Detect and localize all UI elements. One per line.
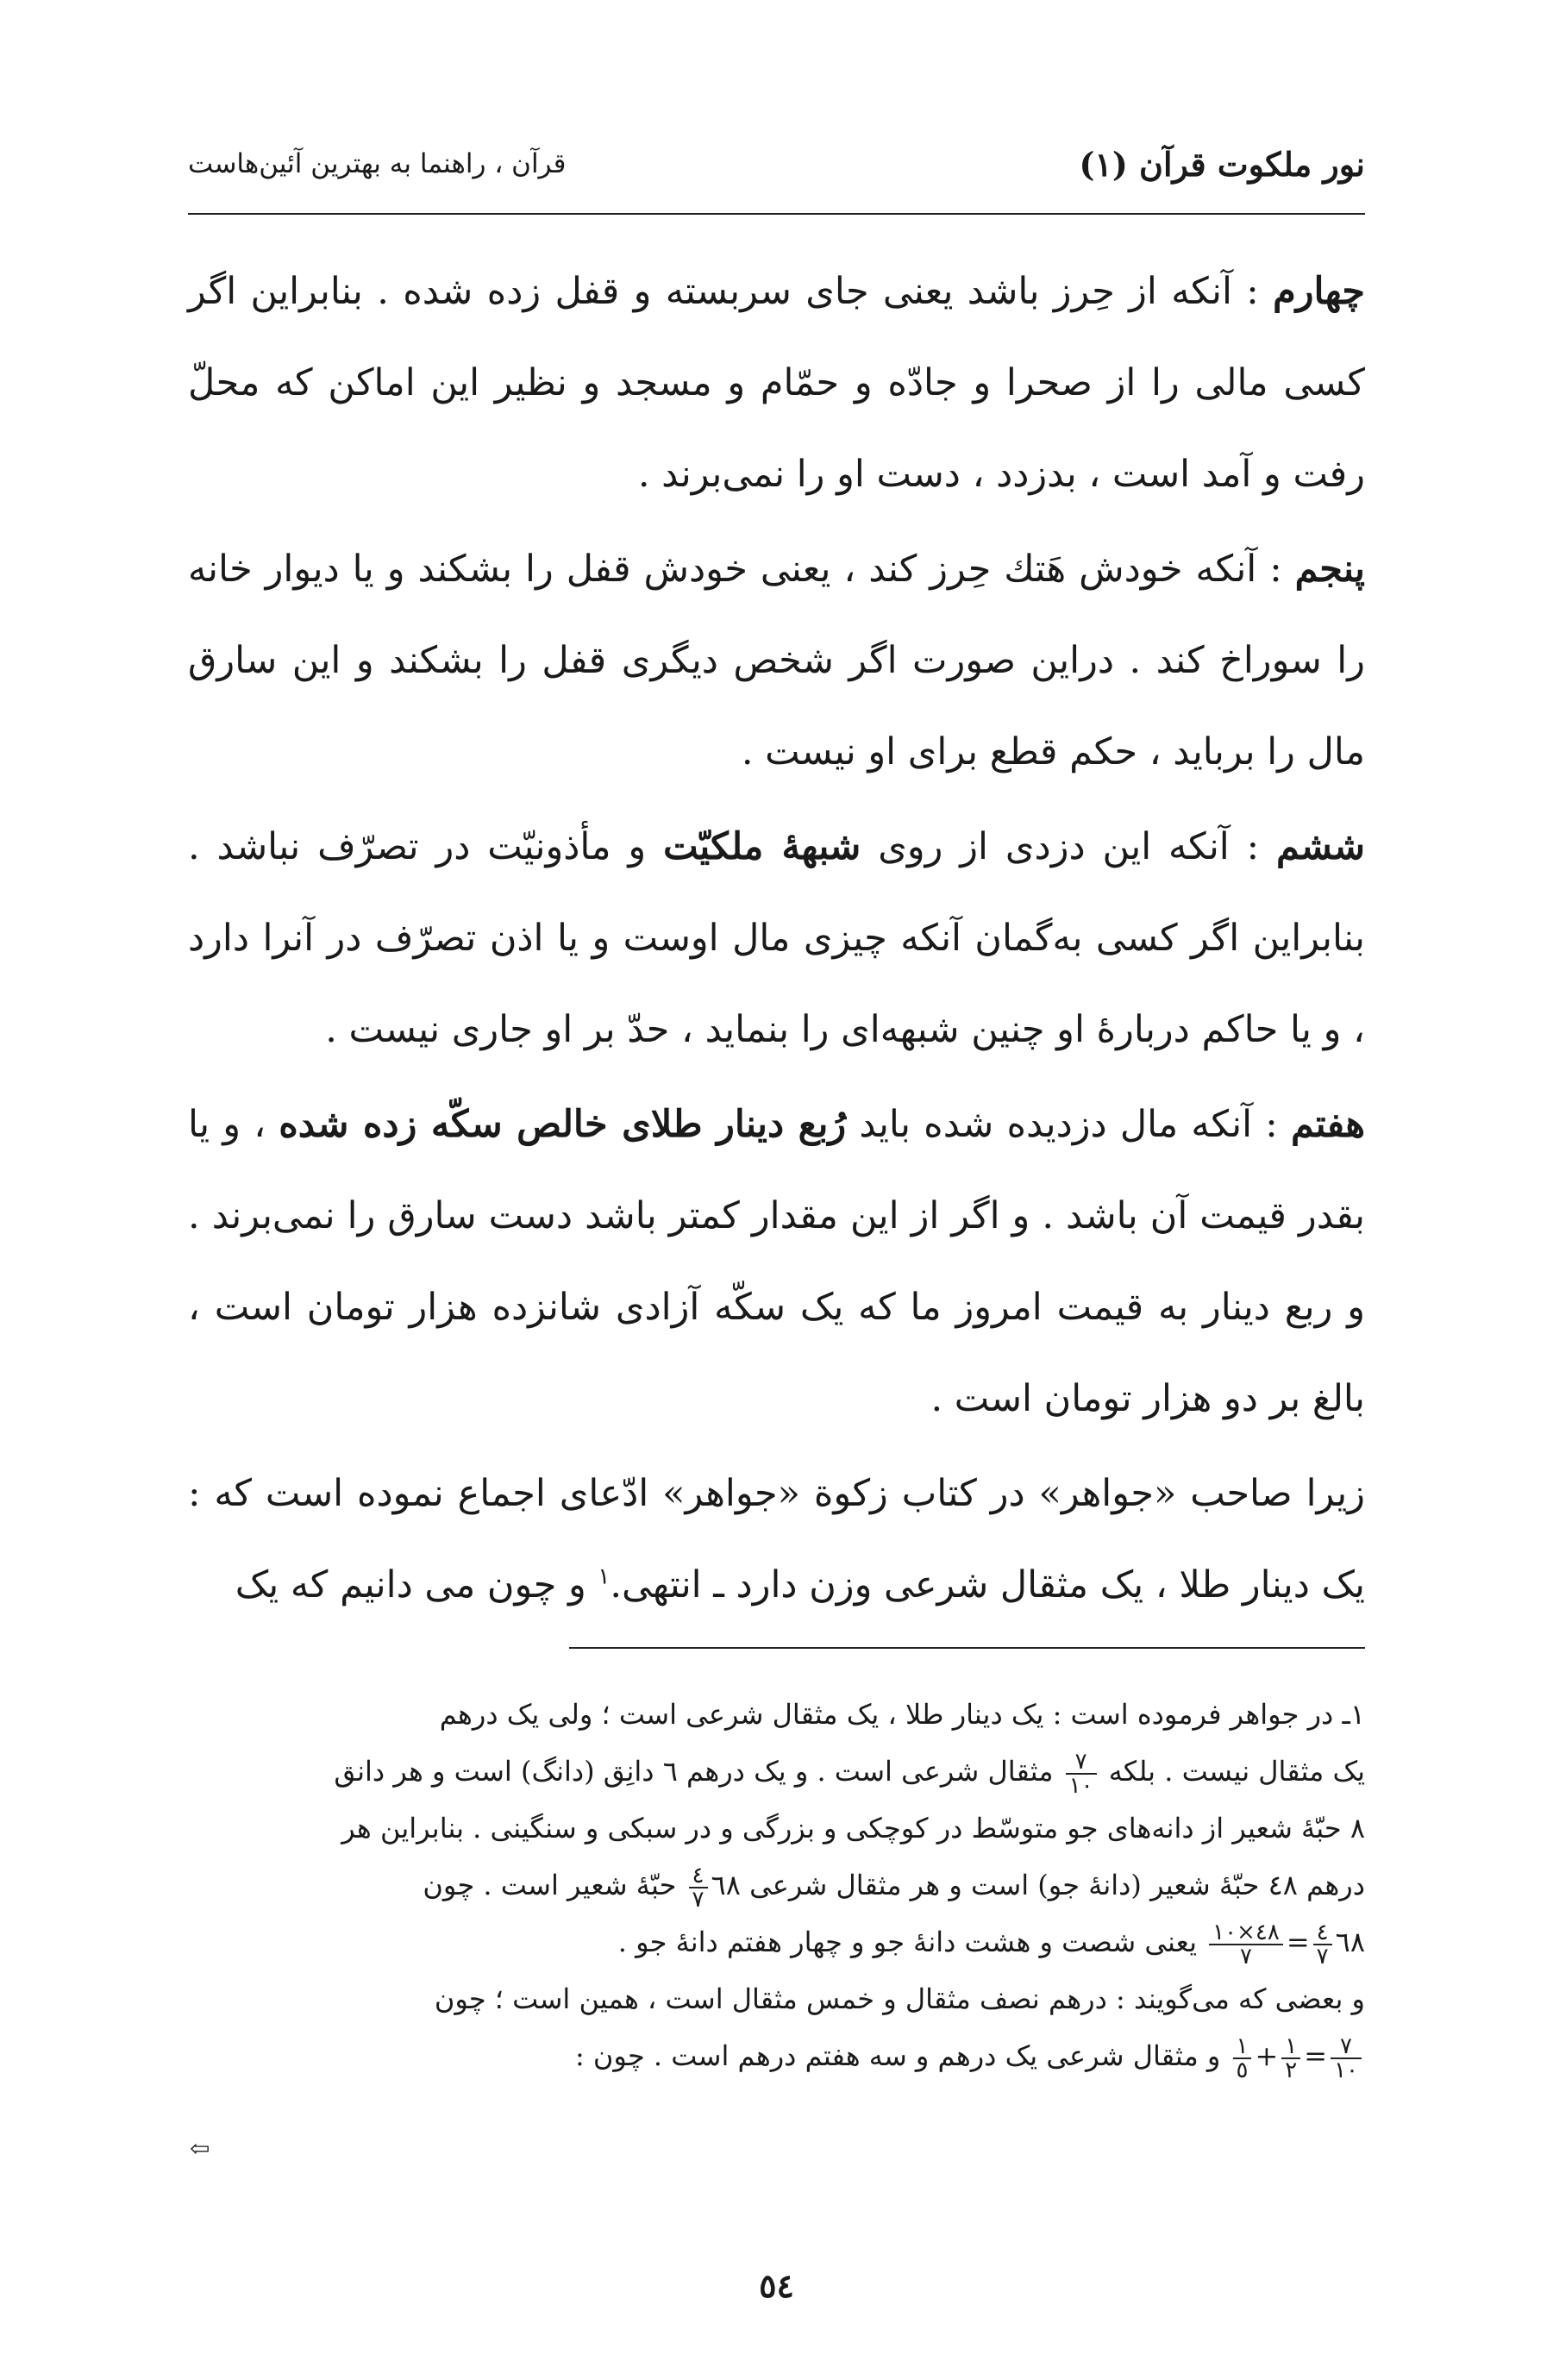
fraction-seven-tenths xyxy=(1066,1748,1097,1799)
page-number: ٥٤ xyxy=(759,2266,794,2305)
footnote-line: ۱ـ در جواهر فرموده است : یک دینار طلا ، یک مثقال شرعی است ؛ ولی یک درهم xyxy=(439,1698,1365,1731)
paragraph-text: زیرا صاحب «جواهر» در کتاب زکوة «جواهر» ادّعای اجماع نموده است که : یک دینار طلا ، یک مثقال شرعی وزن دارد ـ انتهی. xyxy=(188,1472,1365,1606)
paragraph-text: : آنکه مال دزدیده شده باید xyxy=(846,1103,1291,1146)
paragraph-text: ، و یا بقدر قیمت آن باشد . و اگر از این مقدار کمتر باشد دست سارق را نمی‌برند . و ربع دینار به قیمت امروز ما که یک سکّه آزادی شانزده هزار تومان است ، بالغ بر دو هزار تومان است . xyxy=(188,1103,1365,1420)
paragraph-text: و چون می دانیم که یک xyxy=(235,1563,598,1606)
fraction-seven-tenths xyxy=(1331,2032,1362,2083)
paragraph-keyword: چهارم xyxy=(1273,270,1365,313)
bold-phrase: رُبع دینار طلای خالص سکّه زده شده xyxy=(279,1103,847,1146)
footnote-text: حبّهٔ شعیر است . چون xyxy=(423,1869,677,1901)
paragraph-jawahir xyxy=(188,1448,1365,1631)
footnote-line xyxy=(188,1857,1365,1913)
paragraph-text: : آنکه از حِرز باشد یعنی جای سربسته و قفل زده شده . بنابراین اگر کسی مالی را از صحرا و جادّه و حمّام و مسجد و نظیر این اماکن که محلّ رفت و آمد است ، بدزدد ، دست او را نمی‌برند . xyxy=(188,270,1365,496)
footnote-line: ٨ حبّهٔ شعیر از دانه‌های جو متوسّط در کوچکی و بزرگی و در سبکی و سنگینی . بنابراین هر xyxy=(341,1812,1365,1845)
paragraph-keyword: پنجم xyxy=(1294,548,1365,591)
footnote-divider xyxy=(569,1647,1365,1649)
bold-phrase: شبههٔ ملکیّت xyxy=(663,825,861,868)
fraction-denominator: ٧ xyxy=(1240,1943,1252,1970)
plus-sign: + xyxy=(1255,2039,1279,2072)
fraction-one-fifth xyxy=(1233,2032,1252,2083)
fraction-numerator: ٧ xyxy=(1331,2035,1362,2059)
paragraph-text: : آنکه خودش هَتك حِرز کند ، یعنی خودش قفل را بشکند و یا دیوار خانه را سوراخ کند . دراین صورت اگر شخص دیگری قفل را بشکند و این سارق مال را برباید ، حکم قطع برای او نیست . xyxy=(188,548,1365,774)
fraction-denominator: ٧ xyxy=(1316,1943,1329,1970)
mixed-number xyxy=(686,1862,741,1913)
fraction-numerator: ٧ xyxy=(1066,1751,1097,1775)
fraction-denominator: ٢ xyxy=(1285,2057,1298,2083)
footnotes xyxy=(188,1686,1365,2084)
mixed-number xyxy=(1310,1919,1365,1970)
fraction-numerator: ٤ xyxy=(689,1864,708,1888)
footnote-text: درهم ٤٨ حبّهٔ شعیر (دانهٔ جو) است و هر مثقال شرعی xyxy=(749,1869,1365,1901)
header-divider xyxy=(188,213,1365,215)
equals-sign: = xyxy=(1304,2039,1328,2072)
fraction-four-sevenths xyxy=(689,1864,708,1911)
footnote-line: و بعضی که می‌گویند : درهم نصف مثقال و خمس مثقال است ، همین است ؛ چون xyxy=(434,1982,1365,2015)
paragraph-text: و مأذونیّت در تصرّف نباشد . بنابراین اگر کسی به‌گمان آنکه چیزی مال اوست و یا اذن تصرّف در آنرا دارد ، و یا حاکم دربارهٔ او چنین شبهه‌ای را بنماید ، حدّ بر او جاری نیست . xyxy=(188,825,1365,1051)
fraction-denominator: ٧ xyxy=(692,1886,704,1913)
footnote-text: مثقال شرعی است . و یک درهم ٦ دانِق (دانگ) است و هر دانق xyxy=(334,1755,1054,1788)
paragraph-text: : آنکه این دزدی از روی xyxy=(861,825,1276,868)
footnote-text: یعنی شصت و هشت دانهٔ جو و چهار هفتم دانهٔ جو . xyxy=(617,1926,1197,1958)
fraction-numerator: ٤٨×١٠ xyxy=(1209,1921,1283,1945)
footnote-text: و مثقال شرعی یک درهم و سه هفتم درهم است . چون : xyxy=(574,2039,1221,2072)
continue-arrow-icon: ⇦ xyxy=(190,2134,210,2163)
fraction-denominator: ١٠ xyxy=(1068,1772,1093,1799)
fraction-numerator: ١ xyxy=(1233,2035,1252,2059)
paragraph-fourth xyxy=(188,246,1365,520)
fraction-denominator: ٥ xyxy=(1236,2057,1249,2083)
chapter-title: قرآن ، راهنما به بهترین آئین‌هاست xyxy=(188,148,567,179)
fraction-one-half xyxy=(1281,2032,1300,2083)
footnote-line xyxy=(188,1913,1365,1970)
running-header xyxy=(188,145,1365,205)
paragraph-keyword: هفتم xyxy=(1290,1103,1365,1146)
fraction-four-sevenths xyxy=(1313,1921,1332,1968)
footnote-line xyxy=(188,1743,1365,1800)
book-title: نور ملکوت قرآن (۱) xyxy=(1079,145,1365,184)
paragraph-sixth xyxy=(188,801,1365,1075)
mixed-whole: ٦٨ xyxy=(1335,1926,1365,1958)
mixed-whole: ٦٨ xyxy=(711,1869,741,1901)
equals-sign: = xyxy=(1286,1926,1310,1958)
paragraph-seventh xyxy=(188,1079,1365,1444)
paragraph-fifth xyxy=(188,523,1365,798)
fraction-numerator: ٤ xyxy=(1313,1921,1332,1945)
fraction-numerator: ١ xyxy=(1281,2035,1300,2059)
footnote-reference[interactable]: ۱ xyxy=(598,1563,611,1590)
footnote-text: یک مثقال نیست . بلکه xyxy=(1108,1755,1365,1788)
fraction-480-sevenths xyxy=(1209,1921,1283,1968)
paragraph-keyword: ششم xyxy=(1275,825,1365,868)
footnote-line xyxy=(188,2027,1365,2084)
main-text xyxy=(188,246,1365,1631)
fraction-denominator: ١٠ xyxy=(1334,2057,1358,2083)
